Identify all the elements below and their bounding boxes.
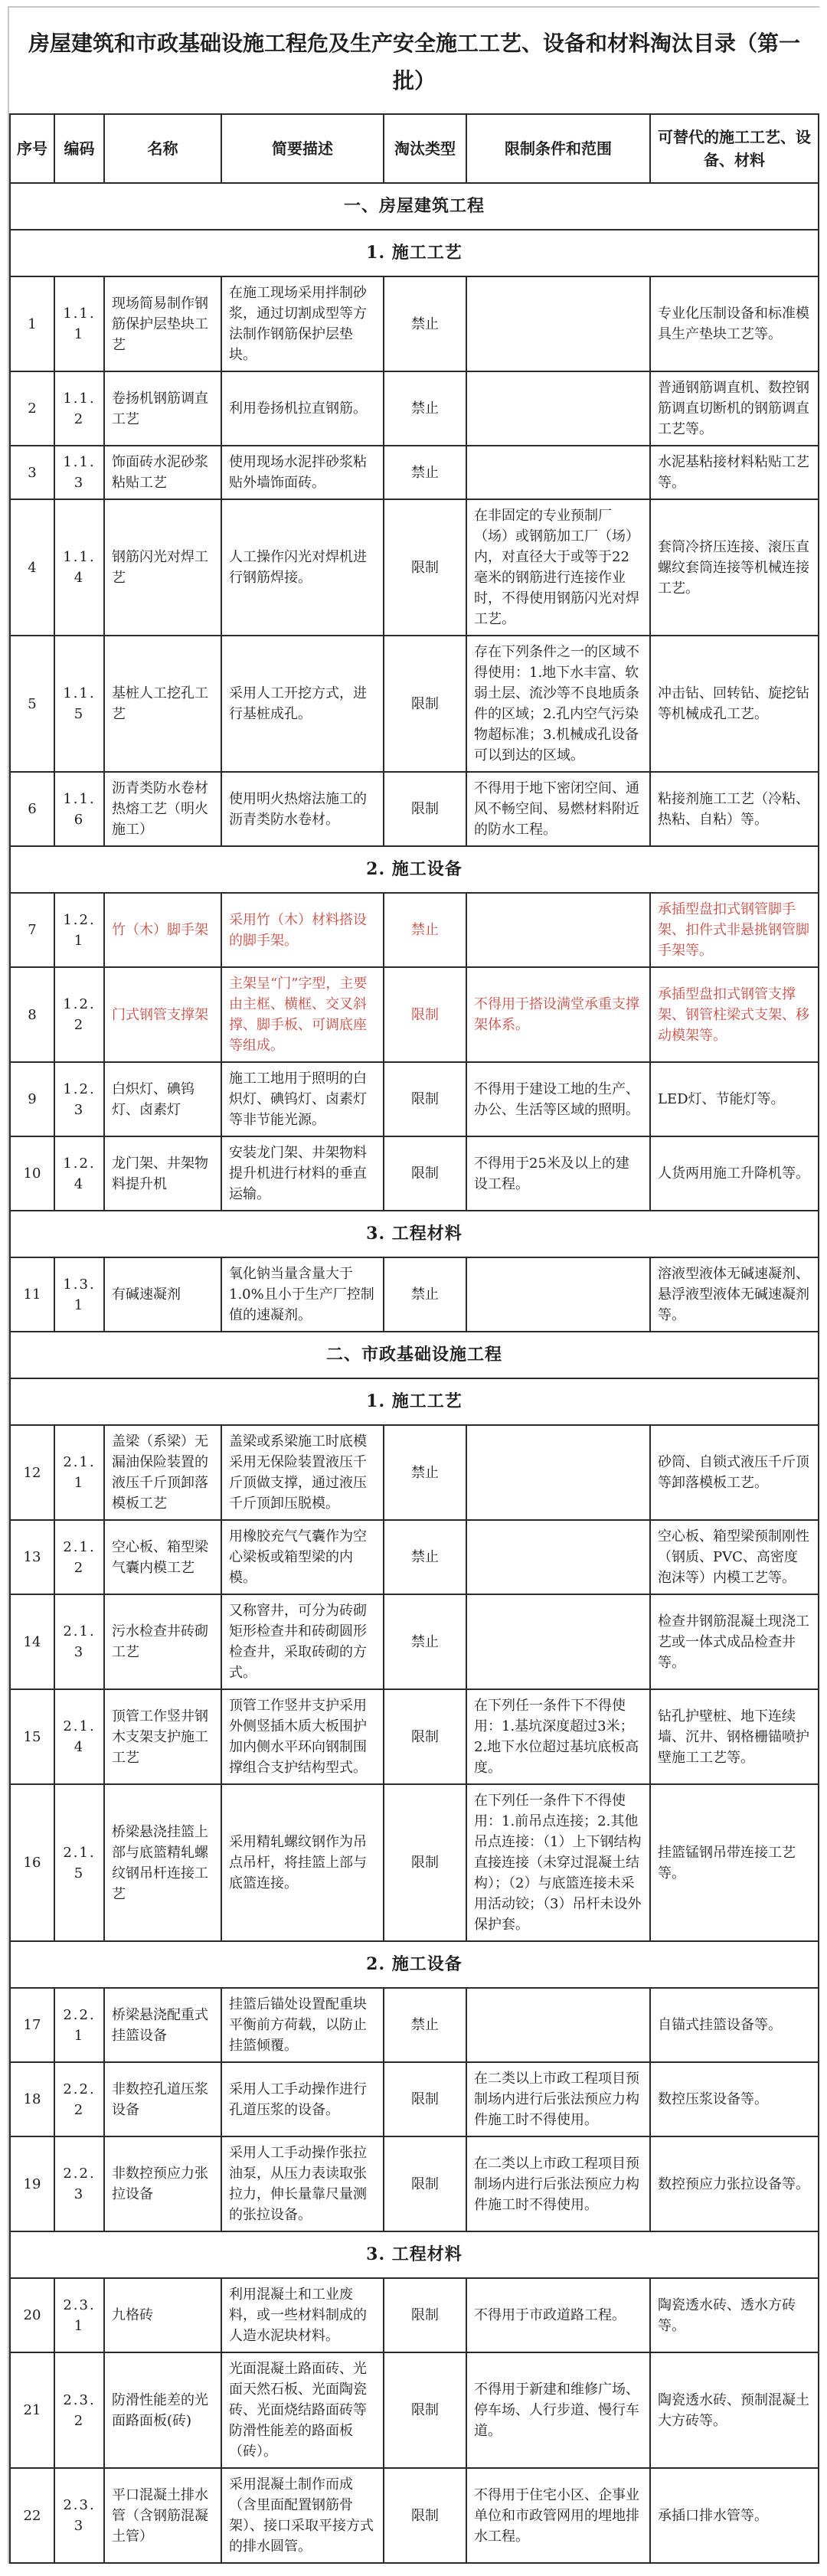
table-row [10, 1988, 819, 2062]
cell-code: 1.2.1 [54, 893, 104, 967]
cell-type: 限制 [384, 1689, 466, 1784]
cell-name: 龙门架、井架物料提升机 [104, 1136, 221, 1211]
cell-name: 有碱速凝剂 [104, 1257, 221, 1332]
cell-limit: 不得用于地下密闭空间、通风不畅空间、易燃材料附近的防水工程。 [466, 772, 650, 846]
cell-code: 2.3.2 [54, 2352, 104, 2468]
cell-code: 1.1.4 [54, 499, 104, 636]
cell-seq: 3 [10, 446, 54, 499]
cell-seq: 1 [10, 276, 54, 371]
cell-alt: 套筒冷挤压连接、滚压直螺纹套筒连接等机械连接工艺。 [650, 499, 819, 636]
cell-alt: 砂筒、自锁式液压千斤顶等卸落模板工艺。 [650, 1425, 819, 1520]
cell-limit [466, 1594, 650, 1689]
cell-name: 九格砖 [104, 2278, 221, 2352]
subsection-row-materials-2 [10, 2231, 819, 2278]
subsection-title: 3. 工程材料 [10, 2231, 819, 2278]
col-header-desc: 简要描述 [221, 114, 384, 183]
cell-seq: 17 [10, 1988, 54, 2062]
cell-seq: 21 [10, 2352, 54, 2468]
cell-code: 1.1.6 [54, 772, 104, 846]
cell-desc: 挂篮后锚处设置配重块平衡前方荷载，以防止挂篮倾覆。 [221, 1988, 384, 2062]
table-row [10, 1257, 819, 1332]
table-row [10, 1136, 819, 1211]
cell-type: 限制 [384, 967, 466, 1062]
cell-alt: 承插口排水管等。 [650, 2468, 819, 2563]
cell-code: 2.2.2 [54, 2062, 104, 2136]
cell-code: 1.2.3 [54, 1062, 104, 1136]
cell-desc: 盖梁或系梁施工时底模采用无保险装置液压千斤顶做支撑，通过液压千斤顶卸压脱模。 [221, 1425, 384, 1520]
table-row [10, 893, 819, 967]
cell-desc: 利用卷扬机拉直钢筋。 [221, 371, 384, 446]
cell-code: 2.3.1 [54, 2278, 104, 2352]
subsection-row-process-2 [10, 1378, 819, 1425]
cell-code: 2.3.3 [54, 2468, 104, 2563]
cell-seq: 5 [10, 636, 54, 772]
cell-type: 限制 [384, 2062, 466, 2136]
table-row [10, 276, 819, 371]
cell-alt: LED灯、节能灯等。 [650, 1062, 819, 1136]
cell-desc: 利用混凝土和工业废料，或一些材料制成的人造水泥块材料。 [221, 2278, 384, 2352]
cell-code: 2.2.1 [54, 1988, 104, 2062]
cell-alt: 陶瓷透水砖、透水方砖等。 [650, 2278, 819, 2352]
cell-name: 防滑性能差的光面路面板(砖) [104, 2352, 221, 2468]
section-row-building [10, 183, 819, 230]
cell-limit: 不得用于建设工地的生产、办公、生活等区域的照明。 [466, 1062, 650, 1136]
cell-desc: 在施工现场采用拌制砂浆，通过切割成型等方法制作钢筋保护层垫块。 [221, 276, 384, 371]
cell-code: 1.2.2 [54, 967, 104, 1062]
cell-limit: 不得用于搭设满堂承重支撑架体系。 [466, 967, 650, 1062]
cell-seq: 6 [10, 772, 54, 846]
table-row [10, 1520, 819, 1594]
table-row [10, 371, 819, 446]
cell-desc: 采用人工开挖方式，进行基桩成孔。 [221, 636, 384, 772]
cell-name: 竹（木）脚手架 [104, 893, 221, 967]
cell-alt: 数控预应力张拉设备等。 [650, 2136, 819, 2231]
cell-desc: 人工操作闪光对焊机进行钢筋焊接。 [221, 499, 384, 636]
cell-limit: 存在下列条件之一的区域不得使用：1.地下水丰富、软弱土层、流沙等不良地质条件的区域；2.孔内空气污染物超标准；3.机械成孔设备可以到达的区域。 [466, 636, 650, 772]
subsection-row-equipment [10, 846, 819, 893]
cell-seq: 8 [10, 967, 54, 1062]
cell-seq: 16 [10, 1784, 54, 1941]
cell-seq: 14 [10, 1594, 54, 1689]
table-row [10, 1062, 819, 1136]
table-row [10, 2136, 819, 2231]
cell-desc: 采用精轧螺纹钢作为吊点吊杆，将挂篮上部与底篮连接。 [221, 1784, 384, 1941]
cell-limit: 在下列任一条件下不得使用：1.基坑深度超过3米；2.地下水位超过基坑底板高度。 [466, 1689, 650, 1784]
cell-limit: 在二类以上市政工程项目预制场内进行后张法预应力构件施工时不得使用。 [466, 2136, 650, 2231]
cell-desc: 使用明火热熔法施工的沥青类防水卷材。 [221, 772, 384, 846]
cell-type: 禁止 [384, 1257, 466, 1332]
cell-alt: 承插型盘扣式钢管脚手架、扣件式非悬挑钢管脚手架等。 [650, 893, 819, 967]
col-header-code: 编码 [54, 114, 104, 183]
table-row [10, 446, 819, 499]
cell-type: 禁止 [384, 1425, 466, 1520]
cell-code: 2.1.2 [54, 1520, 104, 1594]
section-title: 二、市政基础设施工程 [10, 1332, 819, 1378]
subsection-title: 2. 施工设备 [10, 846, 819, 893]
cell-limit [466, 1520, 650, 1594]
cell-name: 平口混凝土排水管（含钢筋混凝土管） [104, 2468, 221, 2563]
cell-limit: 在下列任一条件下不得使用：1.前吊点连接；2.其他吊点连接：（1）上下钢结构直接连接（未穿过混凝土结构）；（2）与底篮连接未采用活动铰；（3）吊杆未设外保护套。 [466, 1784, 650, 1941]
cell-seq: 2 [10, 371, 54, 446]
cell-name: 沥青类防水卷材热熔工艺（明火施工） [104, 772, 221, 846]
cell-name: 白炽灯、碘钨灯、卤素灯 [104, 1062, 221, 1136]
col-header-name: 名称 [104, 114, 221, 183]
cell-code: 1.1.3 [54, 446, 104, 499]
cell-type: 限制 [384, 1136, 466, 1211]
cell-name: 饰面砖水泥砂浆粘贴工艺 [104, 446, 221, 499]
cell-limit [466, 446, 650, 499]
cell-type: 限制 [384, 1784, 466, 1941]
table-header-row [10, 114, 819, 183]
cell-desc: 安装龙门架、井架物料提升机进行材料的垂直运输。 [221, 1136, 384, 1211]
cell-code: 1.2.4 [54, 1136, 104, 1211]
cell-name: 卷扬机钢筋调直工艺 [104, 371, 221, 446]
cell-seq: 12 [10, 1425, 54, 1520]
table-row [10, 1594, 819, 1689]
cell-code: 2.2.3 [54, 2136, 104, 2231]
subsection-title: 1. 施工工艺 [10, 230, 819, 276]
cell-limit [466, 893, 650, 967]
cell-desc: 又称窨井，可分为砖砌矩形检查井和砖砌圆形检查井，采取砖砌的方式。 [221, 1594, 384, 1689]
cell-alt: 溶液型液体无碱速凝剂、悬浮液型液体无碱速凝剂等。 [650, 1257, 819, 1332]
cell-type: 禁止 [384, 1594, 466, 1689]
cell-code: 1.3.1 [54, 1257, 104, 1332]
cell-alt: 冲击钻、回转钻、旋挖钻等机械成孔工艺。 [650, 636, 819, 772]
cell-alt: 水泥基粘接材料粘贴工艺等。 [650, 446, 819, 499]
cell-alt: 钻孔护壁桩、地下连续墙、沉井、钢格栅锚喷护壁施工工艺等。 [650, 1689, 819, 1784]
table-row [10, 1689, 819, 1784]
cell-limit: 不得用于市政道路工程。 [466, 2278, 650, 2352]
subsection-title: 1. 施工工艺 [10, 1378, 819, 1425]
table-row [10, 2062, 819, 2136]
cell-alt: 人货两用施工升降机等。 [650, 1136, 819, 1211]
cell-code: 2.1.4 [54, 1689, 104, 1784]
subsection-title: 3. 工程材料 [10, 1211, 819, 1257]
cell-desc: 主架呈“门”字型，主要由主框、横框、交叉斜撑、脚手板、可调底座等组成。 [221, 967, 384, 1062]
subsection-row-equipment-2 [10, 1941, 819, 1988]
cell-code: 1.1.5 [54, 636, 104, 772]
cell-type: 禁止 [384, 276, 466, 371]
cell-name: 非数控预应力张拉设备 [104, 2136, 221, 2231]
table-row [10, 1425, 819, 1520]
cell-name: 污水检查井砖砌工艺 [104, 1594, 221, 1689]
cell-type: 限制 [384, 772, 466, 846]
subsection-title: 2. 施工设备 [10, 1941, 819, 1988]
cell-alt: 自锚式挂篮设备等。 [650, 1988, 819, 2062]
cell-name: 门式钢管支撑架 [104, 967, 221, 1062]
cell-limit [466, 1257, 650, 1332]
cell-limit: 不得用于新建和维修广场、停车场、人行步道、慢行车道。 [466, 2352, 650, 2468]
section-row-municipal [10, 1332, 819, 1378]
elimination-catalog-table [9, 113, 819, 2564]
table-row [10, 2278, 819, 2352]
cell-code: 2.1.1 [54, 1425, 104, 1520]
cell-desc: 采用竹（木）材料搭设的脚手架。 [221, 893, 384, 967]
subsection-row-process [10, 230, 819, 276]
cell-type: 禁止 [384, 893, 466, 967]
cell-type: 限制 [384, 2136, 466, 2231]
cell-code: 1.1.2 [54, 371, 104, 446]
cell-seq: 15 [10, 1689, 54, 1784]
cell-limit: 在非固定的专业预制厂（场）或钢筋加工厂（场）内，对直径大于或等于22毫米的钢筋进行连接作业时，不得使用钢筋闪光对焊工艺。 [466, 499, 650, 636]
cell-seq: 4 [10, 499, 54, 636]
cell-seq: 11 [10, 1257, 54, 1332]
cell-type: 限制 [384, 2278, 466, 2352]
cell-alt: 挂篮锰钢吊带连接工艺等。 [650, 1784, 819, 1941]
cell-desc: 光面混凝土路面砖、光面天然石板、光面陶瓷砖、光面烧结路面砖等防滑性能差的路面板（砖）。 [221, 2352, 384, 2468]
col-header-alt: 可替代的施工工艺、设备、材料 [650, 114, 819, 183]
cell-type: 限制 [384, 499, 466, 636]
cell-limit: 在二类以上市政工程项目预制场内进行后张法预应力构件施工时不得使用。 [466, 2062, 650, 2136]
cell-type: 禁止 [384, 446, 466, 499]
cell-limit [466, 371, 650, 446]
cell-alt: 检查井钢筋混凝土现浇工艺或一体式成品检查井等。 [650, 1594, 819, 1689]
cell-type: 限制 [384, 2468, 466, 2563]
cell-type: 禁止 [384, 1988, 466, 2062]
cell-seq: 20 [10, 2278, 54, 2352]
cell-name: 盖梁（系梁）无漏油保险装置的液压千斤顶卸落模板工艺 [104, 1425, 221, 1520]
cell-desc: 采用人工手动操作张拉油泵，从压力表读取张拉力，伸长量靠尺量测的张拉设备。 [221, 2136, 384, 2231]
cell-alt: 空心板、箱型梁预制刚性（钢质、PVC、高密度泡沫等）内模工艺等。 [650, 1520, 819, 1594]
table-row [10, 2468, 819, 2563]
cell-limit [466, 1425, 650, 1520]
cell-code: 2.1.5 [54, 1784, 104, 1941]
cell-name: 桥梁悬浇配重式挂篮设备 [104, 1988, 221, 2062]
cell-type: 禁止 [384, 371, 466, 446]
cell-desc: 氧化钠当量含量大于1.0%且小于生产厂控制值的速凝剂。 [221, 1257, 384, 1332]
cell-limit: 不得用于25米及以上的建设工程。 [466, 1136, 650, 1211]
table-row [10, 499, 819, 636]
cell-name: 基桩人工挖孔工艺 [104, 636, 221, 772]
cell-name: 桥梁悬浇挂篮上部与底篮精轧螺纹钢吊杆连接工艺 [104, 1784, 221, 1941]
cell-desc: 施工工地用于照明的白炽灯、碘钨灯、卤素灯等非节能光源。 [221, 1062, 384, 1136]
section-title: 一、房屋建筑工程 [10, 183, 819, 230]
cell-limit [466, 276, 650, 371]
cell-type: 限制 [384, 2352, 466, 2468]
cell-desc: 采用混凝土制作而成（含里面配置钢筋骨架）、接口采取平接方式的排水圆管。 [221, 2468, 384, 2563]
table-row [10, 1784, 819, 1941]
cell-desc: 采用人工手动操作进行孔道压浆的设备。 [221, 2062, 384, 2136]
cell-type: 禁止 [384, 1520, 466, 1594]
cell-limit [466, 1988, 650, 2062]
cell-seq: 7 [10, 893, 54, 967]
cell-name: 顶管工作竖井钢木支架支护施工工艺 [104, 1689, 221, 1784]
cell-code: 2.1.3 [54, 1594, 104, 1689]
cell-desc: 用橡胶充气气囊作为空心梁板或箱型梁的内模。 [221, 1520, 384, 1594]
cell-code: 1.1.1 [54, 276, 104, 371]
cell-alt: 承插型盘扣式钢管支撑架、钢管柱梁式支架、移动模架等。 [650, 967, 819, 1062]
col-header-limit: 限制条件和范围 [466, 114, 650, 183]
table-row [10, 2352, 819, 2468]
subsection-row-materials [10, 1211, 819, 1257]
cell-desc: 顶管工作竖井支护采用外侧竖插木质大板围护加内侧水平环向钢制围撑组合支护结构型式。 [221, 1689, 384, 1784]
page-frame [8, 6, 819, 2564]
cell-alt: 粘接剂施工工艺（冷粘、热粘、自粘）等。 [650, 772, 819, 846]
table-row [10, 636, 819, 772]
cell-seq: 18 [10, 2062, 54, 2136]
cell-limit: 不得用于住宅小区、企事业单位和市政管网用的埋地排水工程。 [466, 2468, 650, 2563]
cell-seq: 9 [10, 1062, 54, 1136]
table-row [10, 967, 819, 1062]
col-header-seq: 序号 [10, 114, 54, 183]
col-header-type: 淘汰类型 [384, 114, 466, 183]
cell-seq: 22 [10, 2468, 54, 2563]
page-title: 房屋建筑和市政基础设施工程危及生产安全施工工艺、设备和材料淘汰目录（第一批） [28, 31, 800, 93]
cell-alt: 专业化压制设备和标准模具生产垫块工艺等。 [650, 276, 819, 371]
cell-type: 限制 [384, 1062, 466, 1136]
cell-seq: 13 [10, 1520, 54, 1594]
cell-name: 空心板、箱型梁气囊内模工艺 [104, 1520, 221, 1594]
cell-alt: 普通钢筋调直机、数控钢筋调直切断机的钢筋调直工艺等。 [650, 371, 819, 446]
cell-seq: 10 [10, 1136, 54, 1211]
cell-name: 钢筋闪光对焊工艺 [104, 499, 221, 636]
cell-seq: 19 [10, 2136, 54, 2231]
cell-name: 非数控孔道压浆设备 [104, 2062, 221, 2136]
cell-name: 现场简易制作钢筋保护层垫块工艺 [104, 276, 221, 371]
table-row [10, 772, 819, 846]
cell-desc: 使用现场水泥拌砂浆粘贴外墙饰面砖。 [221, 446, 384, 499]
cell-alt: 陶瓷透水砖、预制混凝土大方砖等。 [650, 2352, 819, 2468]
cell-alt: 数控压浆设备等。 [650, 2062, 819, 2136]
cell-type: 限制 [384, 636, 466, 772]
